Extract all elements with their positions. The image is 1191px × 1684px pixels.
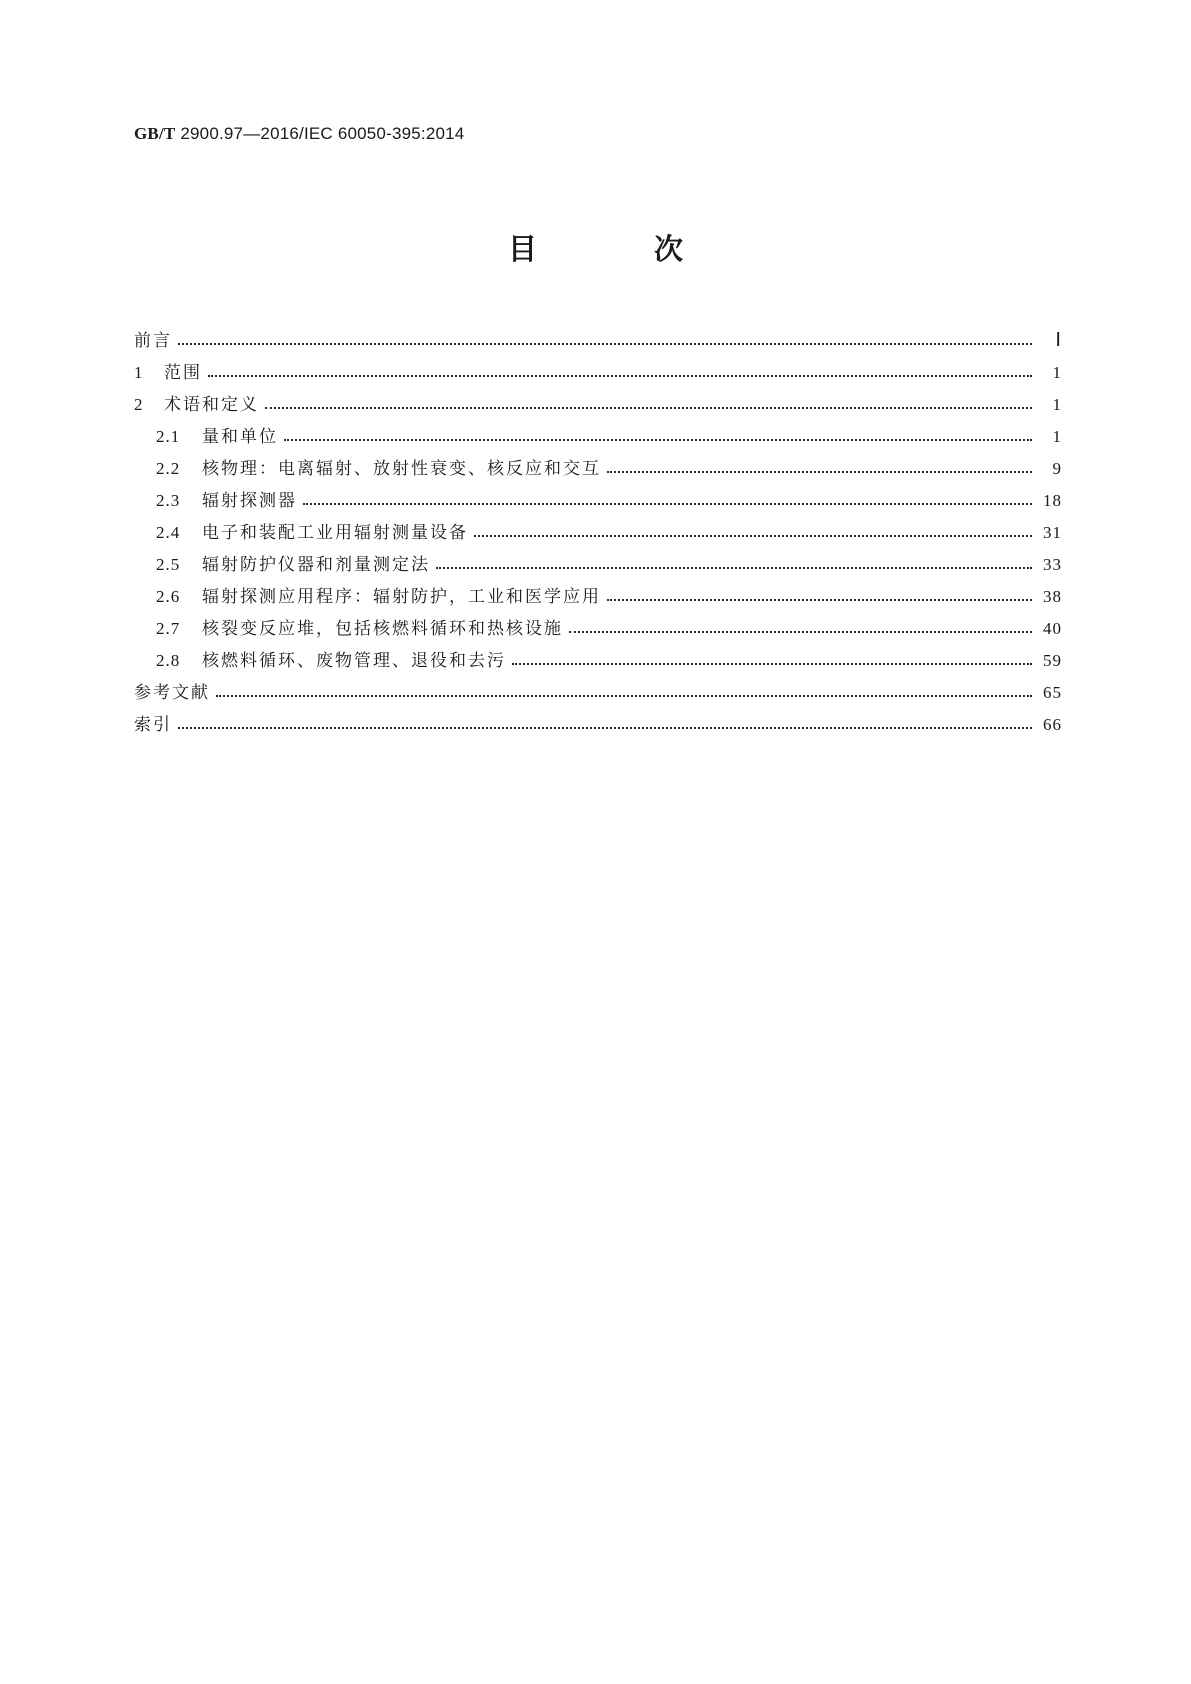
toc-entry-label: 辐射探测应用程序：辐射防护，工业和医学应用 — [202, 587, 601, 607]
toc-entry-label: 量和单位 — [202, 427, 278, 447]
toc-entry[interactable] — [134, 485, 1062, 517]
toc-entry[interactable] — [134, 581, 1062, 613]
toc-entry-number: 2.3 — [156, 491, 181, 510]
toc-entry[interactable] — [134, 421, 1062, 453]
toc-entry-label: 范围 — [164, 363, 202, 383]
toc-entry-label: 前言 — [134, 331, 172, 351]
standard-code-number: 2900.97—2016/IEC 60050-395:2014 — [175, 124, 465, 143]
toc-entry-number: 1 — [134, 363, 144, 382]
toc-entry[interactable] — [134, 549, 1062, 581]
toc-entry-label: 核裂变反应堆，包括核燃料循环和热核设施 — [202, 619, 563, 639]
toc-entry[interactable] — [134, 645, 1062, 677]
dot-leader — [607, 599, 1032, 601]
dot-leader — [178, 343, 1032, 345]
toc-entry-page-number: 9 — [1052, 459, 1062, 478]
toc-entry-page-number: 33 — [1043, 555, 1062, 574]
toc-entry-page-number: 31 — [1043, 523, 1062, 542]
toc-entry-label: 术语和定义 — [164, 395, 259, 415]
dot-leader — [303, 503, 1032, 505]
toc-entry[interactable] — [134, 517, 1062, 549]
toc-entry[interactable] — [134, 325, 1062, 357]
dot-leader — [436, 567, 1032, 569]
toc-entry-number: 2.8 — [156, 651, 181, 670]
toc-title: 目 次 — [507, 232, 727, 266]
toc-entry-page-number: 1 — [1052, 363, 1062, 382]
dot-leader — [265, 407, 1032, 409]
dot-leader — [208, 375, 1032, 377]
toc-entry-label: 索引 — [134, 715, 172, 735]
dot-leader — [284, 439, 1032, 441]
toc-entry-number: 2.6 — [156, 587, 181, 606]
toc-entry-page-number: 1 — [1052, 427, 1062, 446]
toc-entry-number: 2 — [134, 395, 144, 414]
toc-entry-label: 辐射防护仪器和剂量测定法 — [202, 555, 430, 575]
toc-entry-number: 2.4 — [156, 523, 181, 542]
toc-entry-page-number: 66 — [1043, 715, 1062, 734]
toc-entry-number: 2.7 — [156, 619, 181, 638]
toc-entry-label: 电子和装配工业用辐射测量设备 — [202, 523, 468, 543]
toc-entry-label: 参考文献 — [134, 683, 210, 703]
toc-entry[interactable] — [134, 613, 1062, 645]
dot-leader — [607, 471, 1032, 473]
standard-code-header — [134, 124, 464, 144]
toc-entry[interactable] — [134, 389, 1062, 421]
toc-entry-page-number: 59 — [1043, 651, 1062, 670]
standard-code-prefix: GB/T — [134, 124, 176, 143]
toc-entry-number: 2.1 — [156, 427, 181, 446]
toc-entry-page-number: 18 — [1043, 491, 1062, 510]
toc-entry-page-number: 65 — [1043, 683, 1062, 702]
toc-entry[interactable] — [134, 709, 1062, 741]
toc-entry-number: 2.5 — [156, 555, 181, 574]
toc-entry-label: 核物理：电离辐射、放射性衰变、核反应和交互 — [202, 459, 601, 479]
dot-leader — [178, 727, 1032, 729]
toc-entry-page-number: 40 — [1043, 619, 1062, 638]
dot-leader — [569, 631, 1032, 633]
toc-entry-page-number: 1 — [1052, 395, 1062, 414]
table-of-contents — [134, 325, 1062, 741]
toc-entry-page-number: 38 — [1043, 587, 1062, 606]
dot-leader — [216, 695, 1032, 697]
toc-entry-page-number: Ⅰ — [1055, 330, 1062, 351]
dot-leader — [474, 535, 1032, 537]
toc-entry-number: 2.2 — [156, 459, 181, 478]
toc-entry[interactable] — [134, 453, 1062, 485]
toc-entry[interactable] — [134, 357, 1062, 389]
toc-entry-label: 辐射探测器 — [202, 491, 297, 511]
toc-entry-label: 核燃料循环、废物管理、退役和去污 — [202, 651, 506, 671]
toc-entry[interactable] — [134, 677, 1062, 709]
dot-leader — [512, 663, 1032, 665]
